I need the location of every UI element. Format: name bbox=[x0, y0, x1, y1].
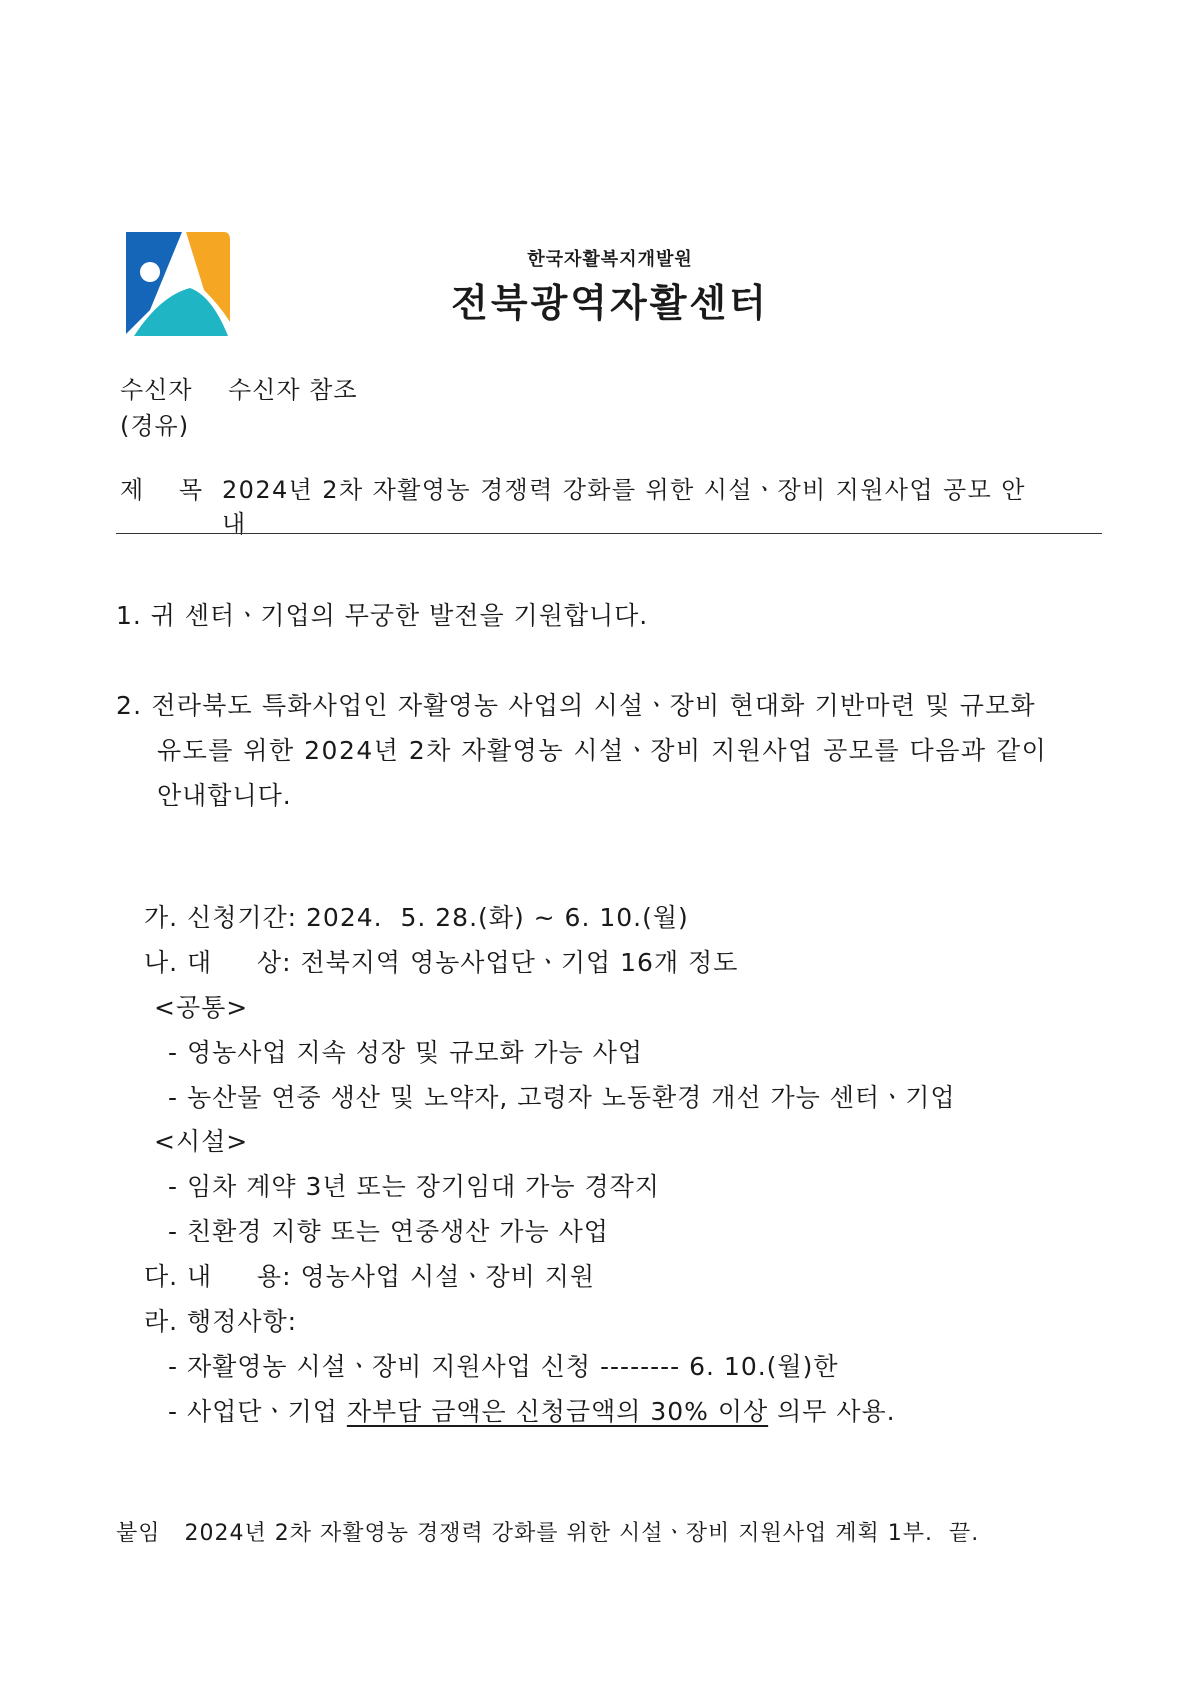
via-label: (경유) bbox=[120, 412, 190, 440]
subject-line-2: 내 bbox=[222, 510, 247, 538]
parent-organization-name: 한국자활복지개발원 bbox=[527, 249, 693, 270]
admin-item-2-prefix: - 사업단ㆍ기업 bbox=[168, 1397, 347, 1426]
facility-item-2: - 친환경 지향 또는 연중생산 가능 사업 bbox=[168, 1217, 609, 1246]
facility-heading: <시설> bbox=[154, 1127, 249, 1156]
item-ga-period: 가. 신청기간: 2024. 5. 28.(화) ~ 6. 10.(월) bbox=[144, 903, 689, 932]
admin-item-2 bbox=[168, 1392, 896, 1428]
common-heading: <공통> bbox=[154, 993, 249, 1022]
organization-logo bbox=[120, 226, 232, 341]
admin-item-2-emphasis: 자부담 금액은 신청금액의 30% 이상 bbox=[346, 1397, 769, 1426]
attachment-line: 붙임 2024년 2차 자활영농 경쟁력 강화를 위한 시설ㆍ장비 지원사업 계획 1부. 끝. bbox=[116, 1521, 980, 1546]
paragraph-2-line-1: 2. 전라북도 특화사업인 자활영농 사업의 시설ㆍ장비 현대화 기반마련 및 규모화 bbox=[116, 691, 1036, 720]
item-ra-admin: 라. 행정사항: bbox=[144, 1307, 298, 1336]
facility-item-1: - 임차 계약 3년 또는 장기임대 가능 경작지 bbox=[168, 1172, 660, 1201]
item-da-content: 다. 내 용: 영농사업 시설ㆍ장비 지원 bbox=[144, 1262, 595, 1291]
item-na-target: 나. 대 상: 전북지역 영농사업단ㆍ기업 16개 정도 bbox=[144, 948, 739, 977]
paragraph-2-line-3: 안내합니다. bbox=[157, 781, 292, 810]
paragraph-2-line-2: 유도를 위한 2024년 2차 자활영농 시설ㆍ장비 지원사업 공모를 다음과 같이 bbox=[157, 736, 1048, 765]
common-item-1: - 영농사업 지속 성장 및 규모화 가능 사업 bbox=[168, 1038, 644, 1067]
recipient-value: 수신자 참조 bbox=[228, 376, 358, 404]
common-item-2: - 농산물 연중 생산 및 노약자, 고령자 노동환경 개선 가능 센터ㆍ기업 bbox=[168, 1083, 956, 1112]
subject-line-1: 2024년 2차 자활영농 경쟁력 강화를 위한 시설ㆍ장비 지원사업 공모 안 bbox=[222, 476, 1026, 504]
subject-label: 제 목 bbox=[120, 476, 216, 504]
organization-name: 전북광역자활센터 bbox=[451, 281, 769, 325]
subject-divider bbox=[116, 533, 1102, 534]
recipient-label: 수신자 bbox=[120, 376, 193, 404]
admin-item-2-suffix: 의무 사용. bbox=[768, 1397, 896, 1426]
admin-item-1: - 자활영농 시설ㆍ장비 지원사업 신청 -------- 6. 10.(월)한 bbox=[168, 1352, 839, 1381]
paragraph-1: 1. 귀 센터ㆍ기업의 무궁한 발전을 기원합니다. bbox=[116, 601, 649, 630]
